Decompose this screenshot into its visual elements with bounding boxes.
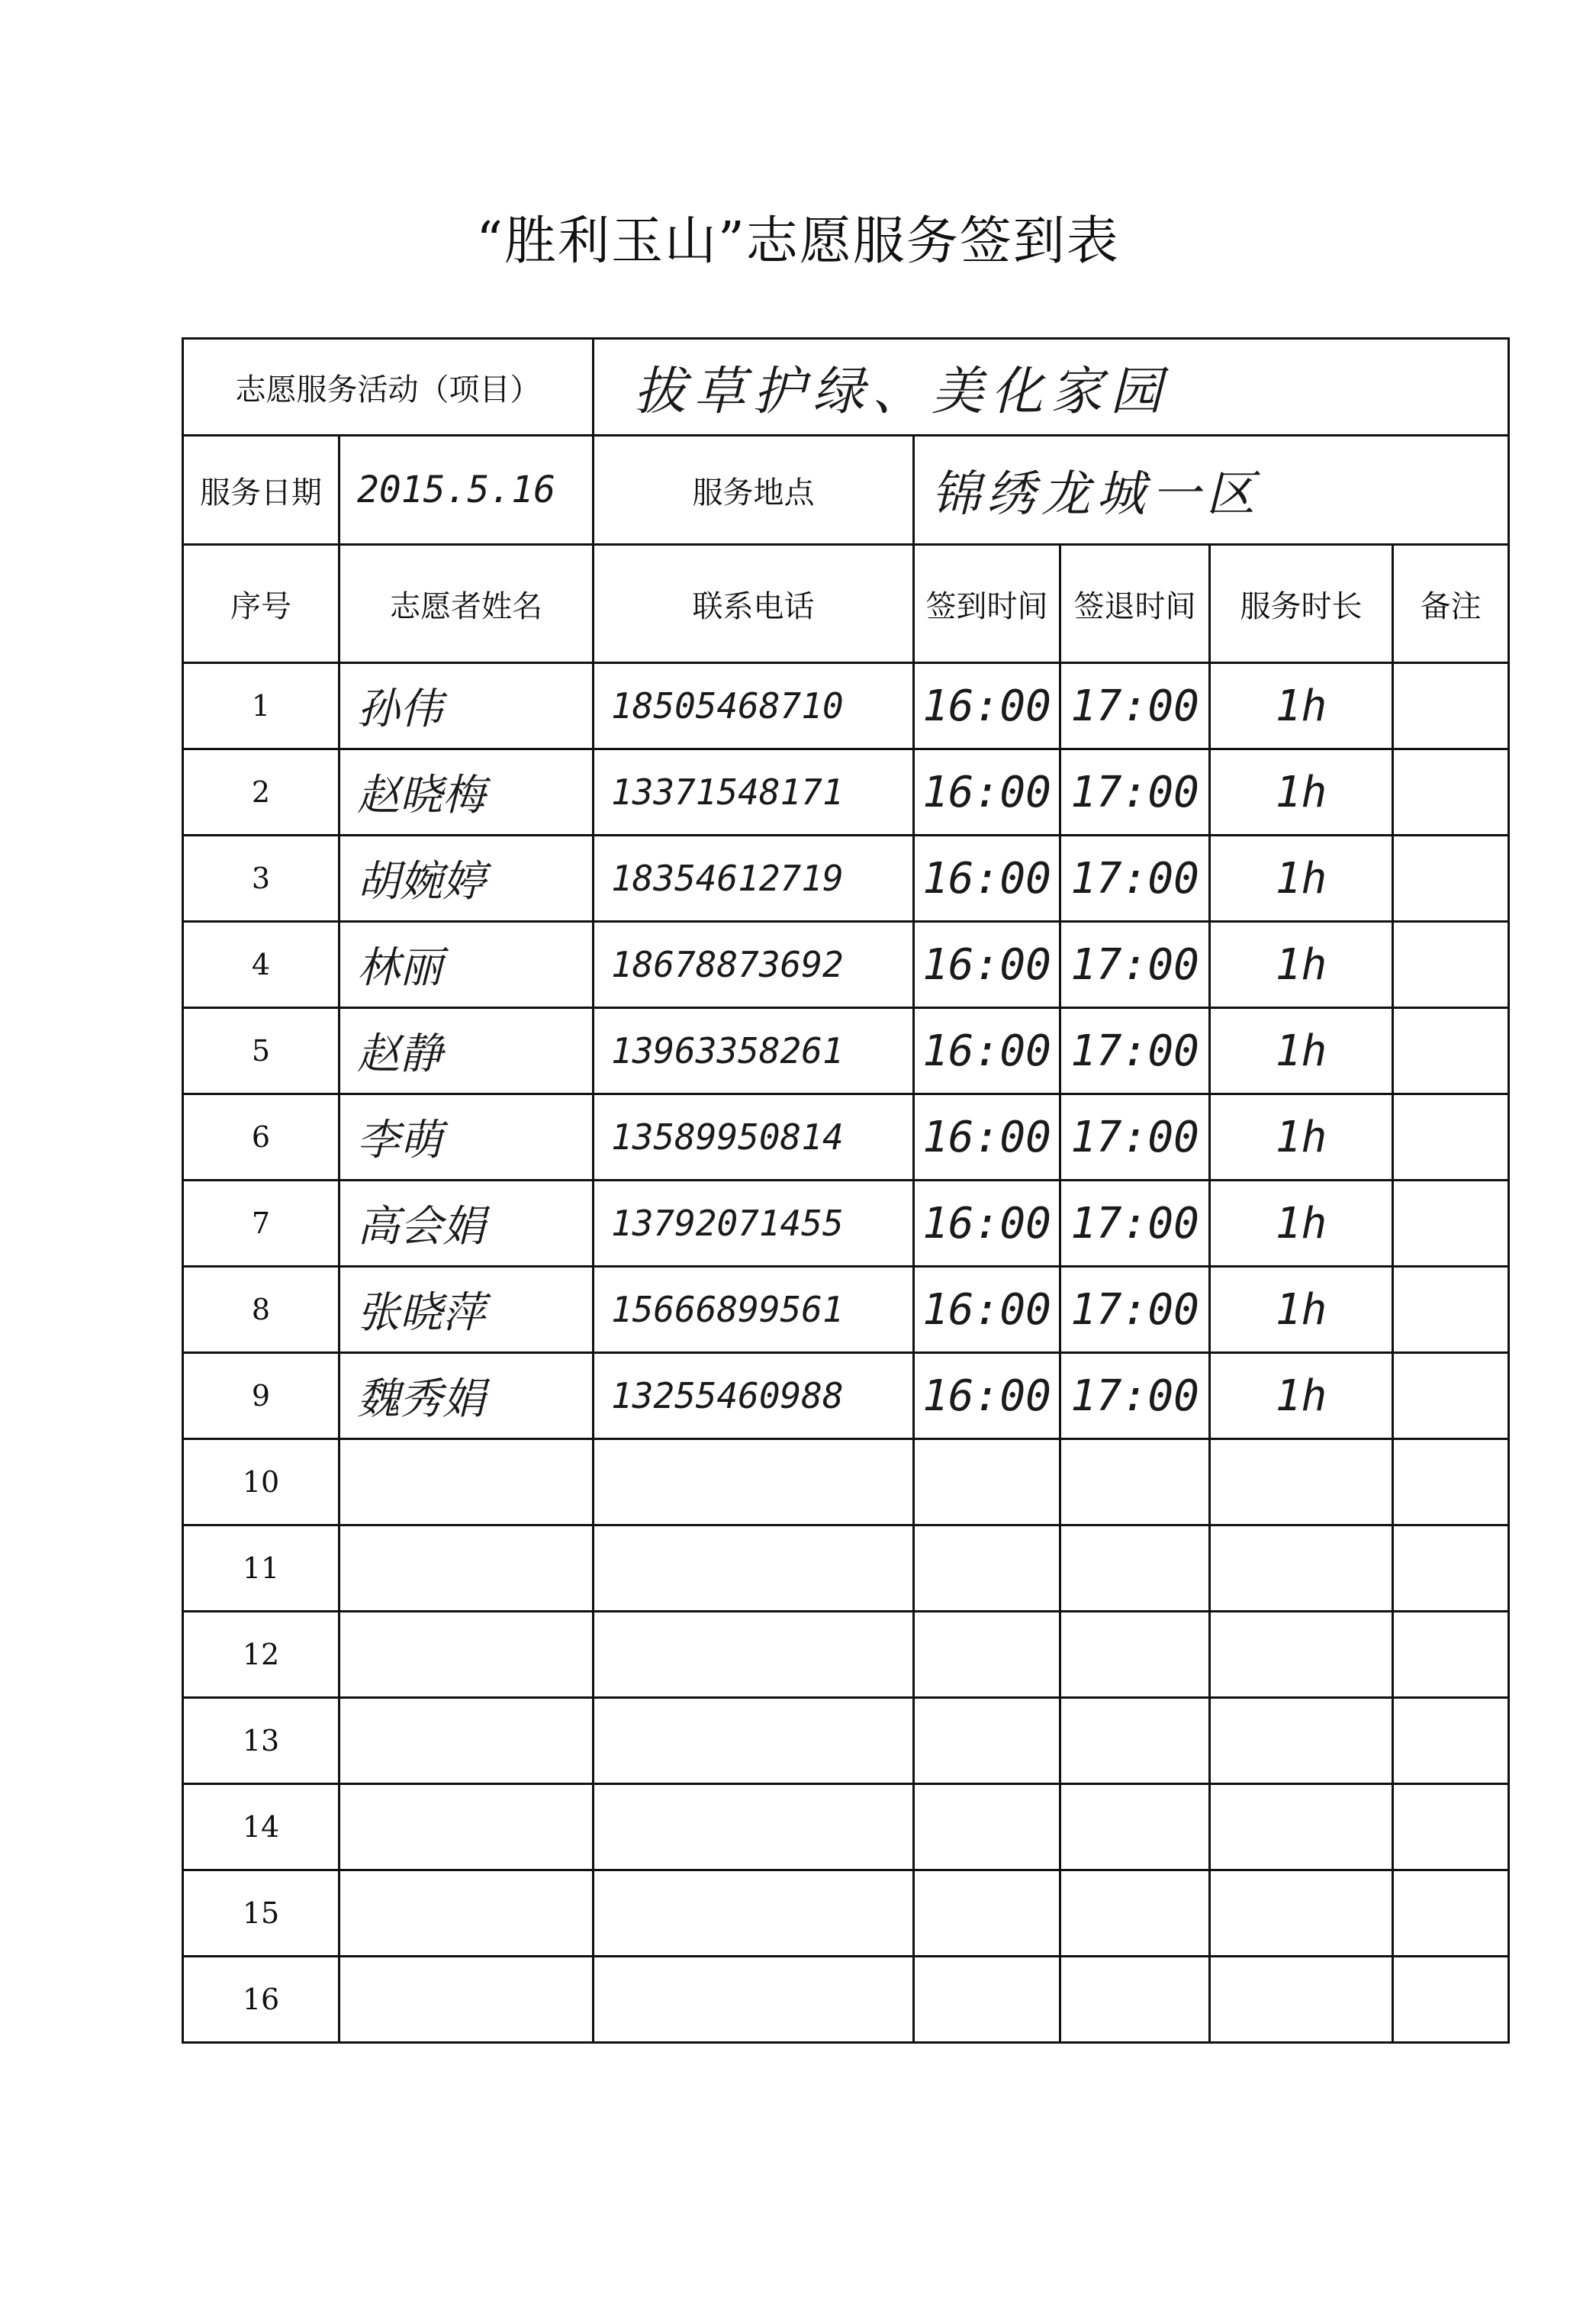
- col-header-signin: 签到时间: [914, 545, 1060, 663]
- note-cell: [1393, 749, 1509, 836]
- service-duration: 1h: [1210, 1008, 1393, 1094]
- phone-number: 13792071455: [594, 1181, 914, 1267]
- volunteer-name: [339, 1525, 594, 1612]
- table-row: [183, 1698, 1509, 1784]
- signout-time: 17:00: [1060, 663, 1210, 749]
- table-row: [183, 1353, 1509, 1439]
- col-header-note: 备注: [1393, 545, 1509, 663]
- service-duration: 1h: [1210, 922, 1393, 1008]
- column-header-row: [183, 545, 1509, 663]
- note-cell: [1393, 1525, 1509, 1612]
- note-cell: [1393, 663, 1509, 749]
- row-number: 1: [183, 663, 339, 749]
- phone-number: [594, 1698, 914, 1784]
- row-number: 5: [183, 1008, 339, 1094]
- signin-time: 16:00: [914, 922, 1060, 1008]
- service-duration: [1210, 1698, 1393, 1784]
- table-row: [183, 1525, 1509, 1612]
- signout-time: [1060, 1957, 1210, 2043]
- signin-time: [914, 1957, 1060, 2043]
- volunteer-name: 张晓萍: [339, 1267, 594, 1353]
- signout-time: [1060, 1784, 1210, 1870]
- table-row: [183, 749, 1509, 836]
- row-number: 6: [183, 1094, 339, 1181]
- signin-time: [914, 1784, 1060, 1870]
- date-label: 服务日期: [183, 436, 339, 545]
- phone-number: [594, 1870, 914, 1957]
- signin-time: [914, 1612, 1060, 1698]
- activity-value: 拔草护绿、美化家园: [594, 339, 1509, 436]
- volunteer-name: [339, 1870, 594, 1957]
- row-number: 9: [183, 1353, 339, 1439]
- col-header-duration: 服务时长: [1210, 545, 1393, 663]
- volunteer-name: [339, 1784, 594, 1870]
- service-duration: [1210, 1784, 1393, 1870]
- phone-number: [594, 1957, 914, 2043]
- col-header-no: 序号: [183, 545, 339, 663]
- date-location-row: [183, 436, 1509, 545]
- col-header-phone: 联系电话: [594, 545, 914, 663]
- table-row: [183, 663, 1509, 749]
- table-row: [183, 836, 1509, 922]
- row-number: 12: [183, 1612, 339, 1698]
- service-duration: [1210, 1525, 1393, 1612]
- volunteer-name: 林丽: [339, 922, 594, 1008]
- note-cell: [1393, 1353, 1509, 1439]
- phone-number: 13255460988: [594, 1353, 914, 1439]
- volunteer-name: 李萌: [339, 1094, 594, 1181]
- signin-time: 16:00: [914, 663, 1060, 749]
- signout-time: 17:00: [1060, 922, 1210, 1008]
- signout-time: 17:00: [1060, 836, 1210, 922]
- row-number: 16: [183, 1957, 339, 2043]
- row-number: 4: [183, 922, 339, 1008]
- date-value: 2015.5.16: [339, 436, 594, 545]
- note-cell: [1393, 1181, 1509, 1267]
- table-row: [183, 1008, 1509, 1094]
- volunteer-name: 赵静: [339, 1008, 594, 1094]
- table-row: [183, 922, 1509, 1008]
- activity-label: 志愿服务活动（项目）: [183, 339, 594, 436]
- form-title: “胜利玉山”志愿服务签到表: [476, 211, 1120, 272]
- phone-number: 13589950814: [594, 1094, 914, 1181]
- row-number: 8: [183, 1267, 339, 1353]
- row-number: 3: [183, 836, 339, 922]
- signout-time: 17:00: [1060, 1094, 1210, 1181]
- signin-time: 16:00: [914, 836, 1060, 922]
- row-number: 15: [183, 1870, 339, 1957]
- service-duration: 1h: [1210, 836, 1393, 922]
- note-cell: [1393, 1094, 1509, 1181]
- signout-time: [1060, 1525, 1210, 1612]
- phone-number: [594, 1525, 914, 1612]
- volunteer-name: 魏秀娟: [339, 1353, 594, 1439]
- activity-row: [183, 339, 1509, 436]
- table-row: [183, 1267, 1509, 1353]
- service-duration: [1210, 1870, 1393, 1957]
- signout-time: 17:00: [1060, 749, 1210, 836]
- table-row: [183, 1957, 1509, 2043]
- service-duration: 1h: [1210, 663, 1393, 749]
- service-duration: 1h: [1210, 1353, 1393, 1439]
- note-cell: [1393, 836, 1509, 922]
- service-duration: 1h: [1210, 1267, 1393, 1353]
- phone-number: 18678873692: [594, 922, 914, 1008]
- signin-time: 16:00: [914, 1094, 1060, 1181]
- phone-number: 18505468710: [594, 663, 914, 749]
- note-cell: [1393, 1439, 1509, 1525]
- table-row: [183, 1784, 1509, 1870]
- volunteer-name: 赵晓梅: [339, 749, 594, 836]
- signout-time: 17:00: [1060, 1353, 1210, 1439]
- service-duration: 1h: [1210, 749, 1393, 836]
- signout-time: [1060, 1439, 1210, 1525]
- note-cell: [1393, 1267, 1509, 1353]
- service-duration: 1h: [1210, 1181, 1393, 1267]
- note-cell: [1393, 1008, 1509, 1094]
- signin-time: 16:00: [914, 1008, 1060, 1094]
- phone-number: [594, 1439, 914, 1525]
- note-cell: [1393, 1957, 1509, 2043]
- location-value: 锦绣龙城一区: [914, 436, 1509, 545]
- note-cell: [1393, 1698, 1509, 1784]
- signin-time: 16:00: [914, 1267, 1060, 1353]
- table-row: [183, 1612, 1509, 1698]
- signout-time: [1060, 1698, 1210, 1784]
- row-number: 14: [183, 1784, 339, 1870]
- signout-time: [1060, 1612, 1210, 1698]
- signin-table: [182, 337, 1510, 2044]
- note-cell: [1393, 1870, 1509, 1957]
- volunteer-name: [339, 1698, 594, 1784]
- phone-number: [594, 1612, 914, 1698]
- row-number: 10: [183, 1439, 339, 1525]
- phone-number: [594, 1784, 914, 1870]
- signin-time: 16:00: [914, 1353, 1060, 1439]
- service-duration: [1210, 1957, 1393, 2043]
- volunteer-name: 胡婉婷: [339, 836, 594, 922]
- signin-time: [914, 1439, 1060, 1525]
- signin-sheet: [182, 337, 1508, 2044]
- note-cell: [1393, 1612, 1509, 1698]
- signin-time: [914, 1525, 1060, 1612]
- row-number: 11: [183, 1525, 339, 1612]
- row-number: 7: [183, 1181, 339, 1267]
- col-header-name: 志愿者姓名: [339, 545, 594, 663]
- signin-time: [914, 1698, 1060, 1784]
- phone-number: 18354612719: [594, 836, 914, 922]
- table-row: [183, 1439, 1509, 1525]
- table-row: [183, 1870, 1509, 1957]
- volunteer-name: [339, 1957, 594, 2043]
- volunteer-name: 孙伟: [339, 663, 594, 749]
- row-number: 13: [183, 1698, 339, 1784]
- signout-time: 17:00: [1060, 1008, 1210, 1094]
- signout-time: 17:00: [1060, 1181, 1210, 1267]
- phone-number: 13371548171: [594, 749, 914, 836]
- service-duration: 1h: [1210, 1094, 1393, 1181]
- signout-time: 17:00: [1060, 1267, 1210, 1353]
- volunteer-name: [339, 1612, 594, 1698]
- signout-time: [1060, 1870, 1210, 1957]
- phone-number: 13963358261: [594, 1008, 914, 1094]
- col-header-signout: 签退时间: [1060, 545, 1210, 663]
- service-duration: [1210, 1612, 1393, 1698]
- service-duration: [1210, 1439, 1393, 1525]
- signin-time: 16:00: [914, 749, 1060, 836]
- table-row: [183, 1181, 1509, 1267]
- note-cell: [1393, 1784, 1509, 1870]
- table-row: [183, 1094, 1509, 1181]
- signin-time: 16:00: [914, 1181, 1060, 1267]
- phone-number: 15666899561: [594, 1267, 914, 1353]
- row-number: 2: [183, 749, 339, 836]
- note-cell: [1393, 922, 1509, 1008]
- volunteer-name: 高会娟: [339, 1181, 594, 1267]
- volunteer-name: [339, 1439, 594, 1525]
- signin-time: [914, 1870, 1060, 1957]
- location-label: 服务地点: [594, 436, 914, 545]
